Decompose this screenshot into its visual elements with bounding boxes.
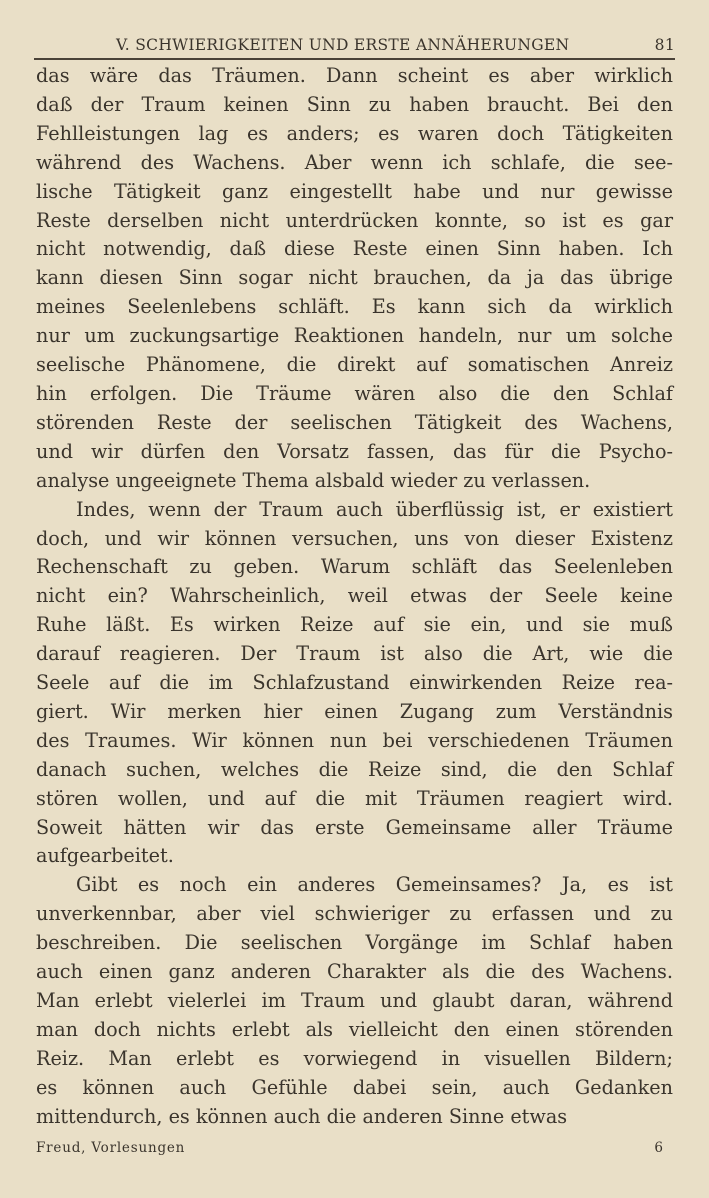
text-line: Reste derselben nicht unterdrücken konnte, so ist es gar <box>36 208 673 232</box>
text-line: unverkennbar, aber viel schwieriger zu erfassen und zu <box>36 902 673 926</box>
text-line: Gibt es noch ein anderes Gemeinsames? Ja, es ist <box>76 873 673 897</box>
text-line: störenden Reste der seelischen Tätigkeit des Wachens, <box>36 410 673 434</box>
text-line: beschreiben. Die seelischen Vorgänge im Schlaf haben <box>36 931 673 955</box>
body-text <box>36 62 673 1132</box>
text-line: mittendurch, es können auch die anderen Sinne etwas <box>36 1104 568 1128</box>
text-line: daß der Traum keinen Sinn zu haben braucht. Bei den <box>36 92 673 116</box>
text-line: Ruhe läßt. Es wirken Reize auf sie ein, und sie muß <box>36 613 673 637</box>
text-line: kann diesen Sinn sogar nicht brauchen, da ja das übrige <box>36 266 673 290</box>
text-line: Soweit hätten wir das erste Gemeinsame aller Träume <box>36 815 673 839</box>
text-line: meines Seelenlebens schläft. Es kann sich da wirklich <box>36 295 673 319</box>
text-line: doch, und wir können versuchen, uns von dieser Existenz <box>36 526 673 550</box>
running-header <box>34 34 675 60</box>
text-line: giert. Wir merken hier einen Zugang zum Verständnis <box>36 699 673 723</box>
text-line: Indes, wenn der Traum auch überflüssig ist, er existiert <box>76 497 673 521</box>
paragraph <box>36 62 673 496</box>
text-line: analyse ungeeignete Thema alsbald wieder zu verlassen. <box>36 468 591 492</box>
footer-author: Freud, Vorlesungen <box>36 1140 186 1156</box>
text-line: nicht ein? Wahrscheinlich, weil etwas der Seele keine <box>36 584 673 608</box>
text-line: lische Tätigkeit ganz eingestellt habe und nur gewisse <box>36 179 673 203</box>
text-line: man doch nichts erlebt als vielleicht den einen störenden <box>36 1017 673 1041</box>
text-line: und wir dürfen den Vorsatz fassen, das für die Psycho- <box>36 439 673 463</box>
text-line: das wäre das Träumen. Dann scheint es aber wirklich <box>36 64 673 87</box>
text-line: nicht notwendig, daß diese Reste einen Sinn haben. Ich <box>36 237 673 261</box>
text-line: seelische Phänomene, die direkt auf somatischen Anreiz <box>36 353 673 377</box>
paragraph <box>36 496 673 872</box>
signature-mark: 6 <box>654 1140 663 1156</box>
text-line: stören wollen, und auf die mit Träumen reagiert wird. <box>36 786 673 810</box>
text-line: Fehlleistungen lag es anders; es waren doch Tätigkeiten <box>36 121 673 145</box>
text-line: Reiz. Man erlebt es vorwiegend in visuellen Bildern; <box>36 1046 673 1070</box>
text-line: darauf reagieren. Der Traum ist also die Art, wie die <box>36 642 673 666</box>
text-line: nur um zuckungsartige Reaktionen handeln, nur um solche <box>36 324 673 348</box>
text-line: es können auch Gefühle dabei sein, auch Gedanken <box>36 1075 673 1099</box>
chapter-title: V. SCHWIERIGKEITEN UND ERSTE ANNÄHERUNGEN <box>116 36 570 54</box>
text-line: Seele auf die im Schlafzustand einwirkenden Reize rea- <box>36 671 673 695</box>
text-line: auch einen ganz anderen Charakter als die des Wachens. <box>36 960 673 984</box>
text-line: hin erfolgen. Die Träume wären also die den Schlaf <box>36 381 673 405</box>
page-number: 81 <box>654 36 675 54</box>
text-line: Rechenschaft zu geben. Warum schläft das Seelenleben <box>36 555 673 579</box>
text-line: danach suchen, welches die Reize sind, die den Schlaf <box>36 757 673 781</box>
paragraph <box>36 871 673 1131</box>
text-line: während des Wachens. Aber wenn ich schlafe, die see- <box>36 150 673 174</box>
text-line: Man erlebt vielerlei im Traum und glaubt daran, während <box>36 989 673 1012</box>
text-line: des Traumes. Wir können nun bei verschiedenen Träumen <box>36 728 673 752</box>
text-line: aufgearbeitet. <box>36 844 174 868</box>
